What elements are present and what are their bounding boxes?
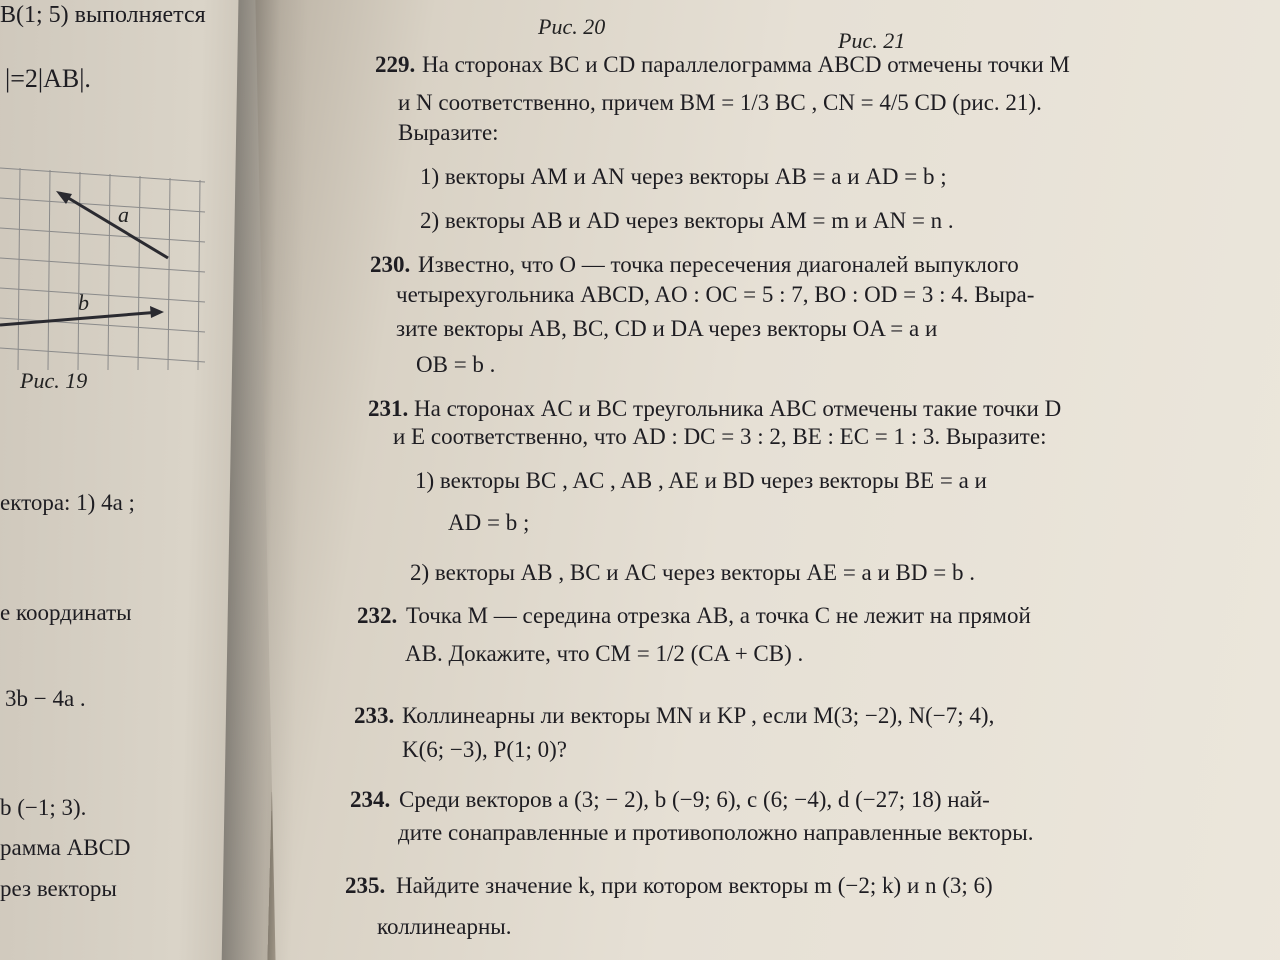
problem-230-line-2: четырехугольника ABCD, AO : OC = 5 : 7, BO : OD = 3 : 4. Выра- (396, 282, 1035, 307)
problem-229-line-5: 2) векторы AB и AD через векторы AM = m и AN = n . (420, 208, 954, 233)
problem-234-line-1: Среди векторов a (3; − 2), b (−9; 6), c (6; −4), d (−27; 18) най- (399, 787, 990, 812)
problem-230-line-4: OB = b . (416, 352, 496, 377)
problem-231-line-2: и E соответственно, что AD : DC = 3 : 2, BE : EC = 1 : 3. Выразите: (393, 424, 1047, 449)
left-line-3: ектора: 1) 4a ; (0, 490, 135, 515)
problem-229-line-3: Выразите: (398, 120, 499, 145)
problem-235-line-1: Найдите значение k, при котором векторы m (−2; k) и n (3; 6) (396, 873, 993, 898)
problem-231-line-1: На сторонах AC и BC треугольника ABC отмечены такие точки D (414, 396, 1062, 421)
problem-230-line-1: Известно, что O — точка пересечения диагоналей выпуклого (418, 252, 1019, 277)
problem-232-line-2: AB. Докажите, что CM = 1/2 (CA + CB) . (405, 641, 804, 666)
problem-230-number: 230. (370, 252, 411, 277)
left-line-7: рамма ABCD (0, 835, 131, 860)
problem-229-line-2: и N соответственно, причем BM = 1/3 BC , CN = 4/5 CD (рис. 21). (398, 90, 1042, 115)
left-line-2: |=2|AB|. (5, 64, 91, 93)
problem-234-line-2: дите сонаправленные и противоположно направленные векторы. (398, 820, 1034, 845)
problem-232-line-1: Точка M — середина отрезка AB, а точка C не лежит на прямой (406, 603, 1031, 628)
problem-231-line-5: 2) векторы AB , BC и AC через векторы AE = a и BD = b . (410, 560, 975, 585)
fig21-caption: Рис. 21 (838, 28, 906, 53)
left-line-1: B(1; 5) выполняется (0, 2, 206, 28)
problem-233-line-1: Коллинеарны ли векторы MN и KP , если M(3; −2), N(−7; 4), (402, 703, 995, 728)
vector-b-arrowhead (150, 306, 164, 318)
fig19-caption: Рис. 19 (20, 368, 88, 393)
problem-229-number: 229. (375, 52, 416, 77)
problem-235-line-2: коллинеарны. (377, 914, 512, 939)
left-line-8: рез векторы (0, 876, 117, 901)
fig20-caption: Рис. 20 (538, 14, 606, 39)
problem-234-number: 234. (350, 787, 391, 812)
problem-233-line-2: K(6; −3), P(1; 0)? (402, 737, 567, 762)
vector-b-label: b (78, 290, 89, 315)
vector-a-label: a (118, 202, 129, 227)
problem-235-number: 235. (345, 873, 386, 898)
problem-233-number: 233. (354, 703, 395, 728)
problem-232-number: 232. (357, 603, 398, 628)
left-line-4: е координаты (0, 600, 132, 625)
figure-19-grid (0, 160, 215, 370)
problem-231-line-4: AD = b ; (448, 510, 530, 535)
problem-231-line-3: 1) векторы BC , AC , AB , AE и BD через векторы BE = a и (415, 468, 987, 493)
left-line-5: 3b − 4a . (5, 686, 86, 711)
problem-229-line-4: 1) векторы AM и AN через векторы AB = a и AD = b ; (420, 164, 947, 189)
problem-230-line-3: зите векторы AB, BC, CD и DA через векторы OA = a и (396, 316, 938, 341)
problem-231-number: 231. (368, 396, 409, 421)
left-line-6: b (−1; 3). (0, 795, 87, 820)
problem-229-line-1: На сторонах BC и CD параллелограмма ABCD отмечены точки M (422, 52, 1070, 77)
